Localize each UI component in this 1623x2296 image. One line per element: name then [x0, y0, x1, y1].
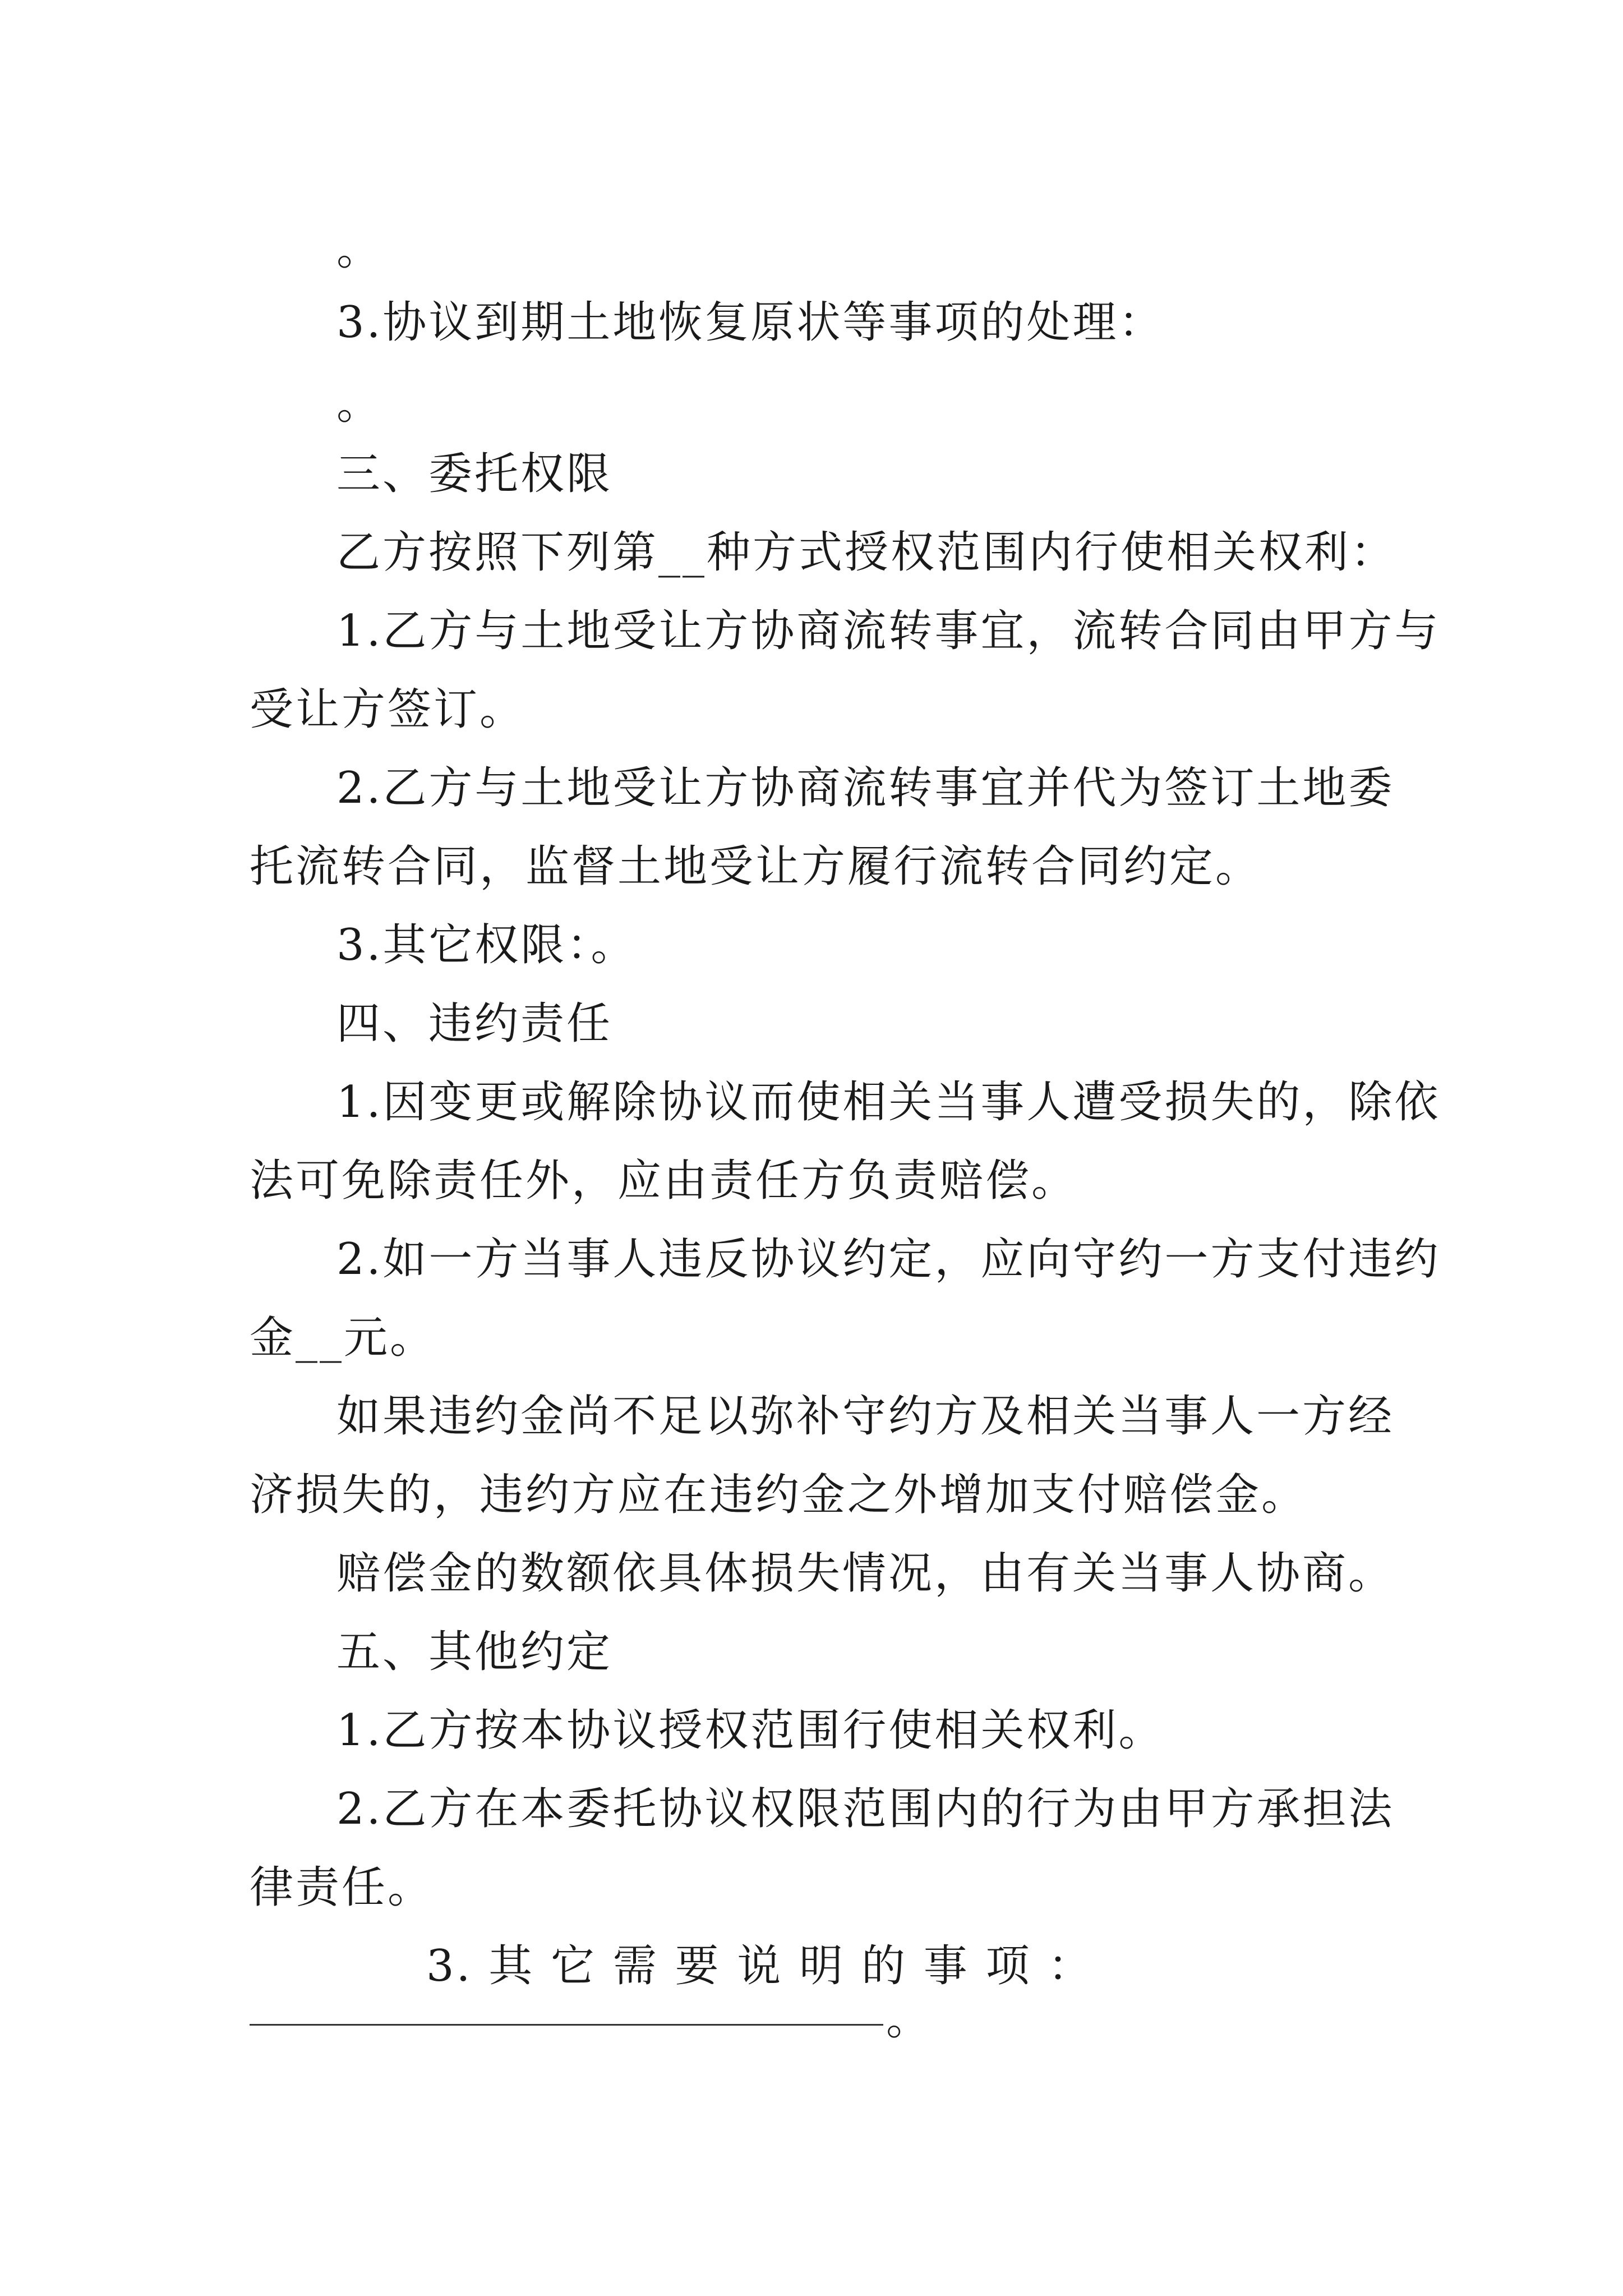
paragraph-line: 法可免除责任外，应由责任方负责赔偿。: [250, 1156, 1078, 1206]
section-heading: 三、委托权限: [336, 449, 613, 499]
paragraph-line: 3. 其 它 需 要 说 明 的 事 项 ：: [426, 1941, 1094, 1991]
paragraph-line: 如果违约金尚不足以弥补守约方及相关当事人一方经: [336, 1391, 1395, 1442]
fill-in-blank-line: [250, 2024, 883, 2026]
paragraph-line: 1.因变更或解除协议而使相关当事人遭受损失的，除依: [336, 1077, 1441, 1128]
paragraph-line: 3.其它权限：。: [336, 920, 637, 970]
paragraph-line: 2.如一方当事人违反协议约定，应向守约一方支付违约: [336, 1234, 1441, 1285]
paragraph-line: 受让方签订。: [250, 684, 526, 735]
final-period: 。: [886, 1994, 930, 2045]
paragraph-line: 赔偿金的数额依具体损失情况，由有关当事人协商。: [336, 1548, 1395, 1599]
section-heading: 四、违约责任: [336, 999, 613, 1049]
paragraph-line: 托流转合同，监督土地受让方履行流转合同约定。: [250, 841, 1262, 892]
paragraph-line: 1.乙方按本协议授权范围行使相关权利。: [336, 1705, 1165, 1756]
paragraph-line: 1.乙方与土地受让方协商流转事宜，流转合同由甲方与: [336, 606, 1441, 656]
paragraph-line: 2.乙方与土地受让方协商流转事宜并代为签订土地委: [336, 763, 1395, 813]
section-heading: 五、其他约定: [336, 1627, 613, 1677]
paragraph-line: 济损失的，违约方应在违约金之外增加支付赔偿金。: [250, 1470, 1308, 1520]
paragraph-line: 金__元。: [250, 1313, 436, 1363]
paragraph-line: 律责任。: [250, 1862, 434, 1913]
paragraph-line: 。: [336, 224, 383, 275]
paragraph-line: 乙方按照下列第__种方式授权范围内行使相关权利：: [336, 527, 1397, 578]
paragraph-line: 。: [336, 379, 383, 429]
paragraph-line: 2.乙方在本委托协议权限范围内的行为由甲方承担法: [336, 1784, 1395, 1834]
paragraph-line: 3.协议到期土地恢复原状等事项的处理：: [336, 297, 1165, 348]
